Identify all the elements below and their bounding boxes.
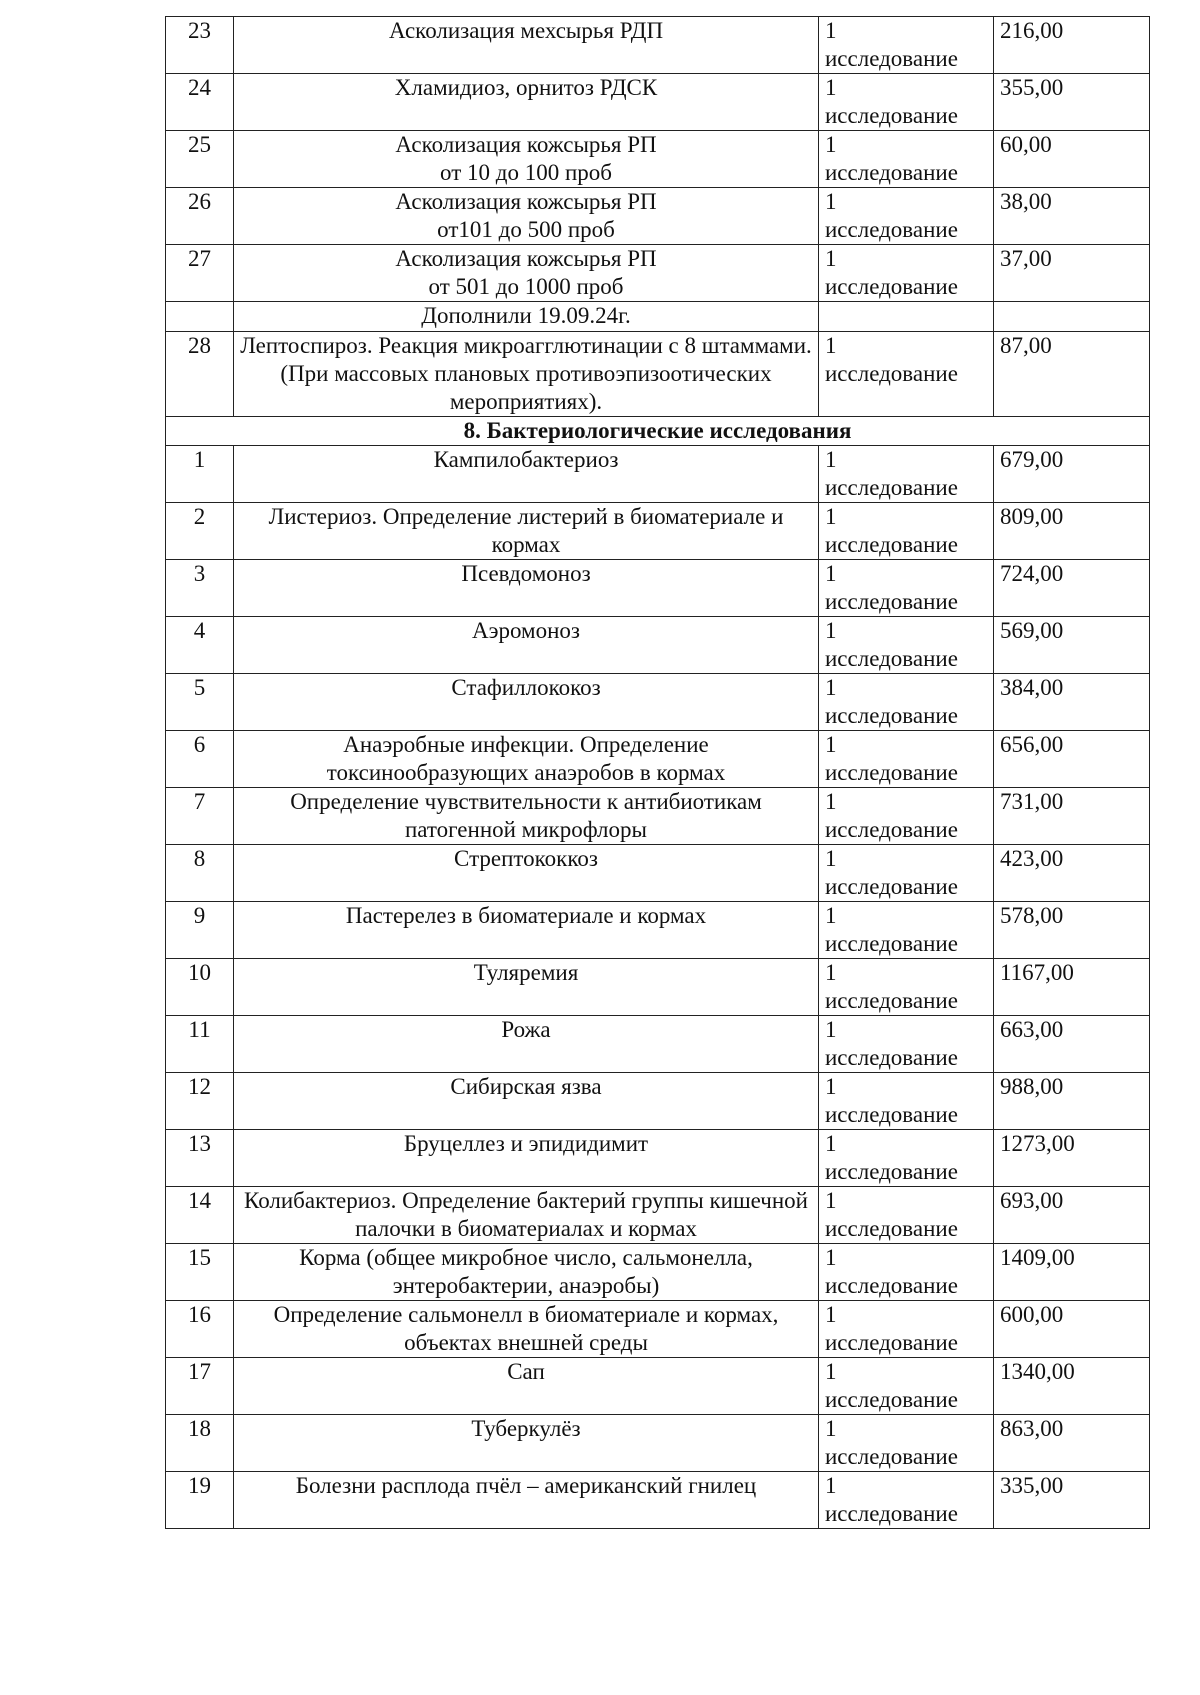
table-row <box>166 617 1150 674</box>
unit-cell <box>819 1130 994 1187</box>
unit-cell <box>819 788 994 845</box>
unit-quantity: 1 <box>825 1245 837 1270</box>
table-row <box>166 446 1150 503</box>
row-number: 24 <box>166 74 234 131</box>
unit-cell <box>819 1016 994 1073</box>
unit-label: исследование <box>825 1216 958 1241</box>
table-row <box>166 74 1150 131</box>
unit-cell <box>819 446 994 503</box>
row-number: 1 <box>166 446 234 503</box>
row-number <box>166 302 234 332</box>
unit-label: исследование <box>825 703 958 728</box>
row-number: 7 <box>166 788 234 845</box>
service-name: Хламидиоз, орнитоз РДСК <box>234 74 819 131</box>
unit-label: исследование <box>825 988 958 1013</box>
table-row <box>166 731 1150 788</box>
price-value: 1409,00 <box>994 1244 1150 1301</box>
service-name: Сап <box>234 1358 819 1415</box>
unit-cell <box>819 1301 994 1358</box>
price-value: 863,00 <box>994 1415 1150 1472</box>
row-number: 3 <box>166 560 234 617</box>
row-number: 15 <box>166 1244 234 1301</box>
price-value: 988,00 <box>994 1073 1150 1130</box>
unit-quantity: 1 <box>825 561 837 586</box>
table-row <box>166 1358 1150 1415</box>
unit-label: исследование <box>825 817 958 842</box>
unit-quantity: 1 <box>825 1074 837 1099</box>
unit-cell <box>819 1073 994 1130</box>
unit-quantity: 1 <box>825 246 837 271</box>
unit-cell <box>819 674 994 731</box>
addendum-note: Дополнили 19.09.24г. <box>234 302 819 332</box>
unit-label: исследование <box>825 475 958 500</box>
unit-quantity: 1 <box>825 132 837 157</box>
unit-label: исследование <box>825 1045 958 1070</box>
unit-label: исследование <box>825 1444 958 1469</box>
price-value: 1340,00 <box>994 1358 1150 1415</box>
price-value: 37,00 <box>994 245 1150 302</box>
unit-cell <box>819 188 994 245</box>
unit-label: исследование <box>825 646 958 671</box>
unit-quantity: 1 <box>825 618 837 643</box>
row-number: 25 <box>166 131 234 188</box>
unit-cell <box>819 1244 994 1301</box>
unit-cell <box>819 131 994 188</box>
unit-cell <box>819 245 994 302</box>
service-name: Колибактериоз. Определение бактерий группы кишечной палочки в биоматериалах и кормах <box>234 1187 819 1244</box>
unit-cell <box>819 902 994 959</box>
table-row <box>166 788 1150 845</box>
addendum-block <box>166 302 1150 446</box>
unit-cell <box>819 1472 994 1529</box>
service-name: Анаэробные инфекции. Определение токсинообразующих анаэробов в кормах <box>234 731 819 788</box>
service-name: Асколизация кожсырья РП от101 до 500 проб <box>234 188 819 245</box>
unit-quantity: 1 <box>825 1188 837 1213</box>
unit-label: исследование <box>825 760 958 785</box>
unit-label: исследование <box>825 1387 958 1412</box>
service-name: Кампилобактериоз <box>234 446 819 503</box>
service-name: Определение сальмонелл в биоматериале и кормах, объектах внешней среды <box>234 1301 819 1358</box>
service-name: Асколизация кожсырья РП от 10 до 100 проб <box>234 131 819 188</box>
table-row <box>166 959 1150 1016</box>
unit-cell <box>819 302 994 332</box>
service-name: Болезни расплода пчёл – американский гнилец <box>234 1472 819 1529</box>
unit-quantity: 1 <box>825 1131 837 1156</box>
row-number: 2 <box>166 503 234 560</box>
unit-label: исследование <box>825 103 958 128</box>
price-value: 1273,00 <box>994 1130 1150 1187</box>
price-value: 87,00 <box>994 332 1150 417</box>
unit-quantity: 1 <box>825 675 837 700</box>
unit-label: исследование <box>825 1501 958 1526</box>
price-value: 60,00 <box>994 131 1150 188</box>
unit-cell <box>819 731 994 788</box>
unit-cell <box>819 1358 994 1415</box>
row-number: 17 <box>166 1358 234 1415</box>
price-value: 355,00 <box>994 74 1150 131</box>
unit-quantity: 1 <box>825 846 837 871</box>
unit-cell <box>819 617 994 674</box>
price-value: 693,00 <box>994 1187 1150 1244</box>
unit-cell <box>819 1415 994 1472</box>
price-value: 423,00 <box>994 845 1150 902</box>
row-number: 14 <box>166 1187 234 1244</box>
table-row <box>166 1187 1150 1244</box>
table-row <box>166 1415 1150 1472</box>
unit-cell <box>819 560 994 617</box>
unit-cell <box>819 17 994 74</box>
price-value: 600,00 <box>994 1301 1150 1358</box>
service-name: Определение чувствительности к антибиотикам патогенной микрофлоры <box>234 788 819 845</box>
unit-label: исследование <box>825 1273 958 1298</box>
service-name: Сибирская язва <box>234 1073 819 1130</box>
price-value: 569,00 <box>994 617 1150 674</box>
table-row <box>166 17 1150 74</box>
price-value: 731,00 <box>994 788 1150 845</box>
unit-cell <box>819 1187 994 1244</box>
unit-cell <box>819 845 994 902</box>
price-value: 1167,00 <box>994 959 1150 1016</box>
table-body-top <box>166 17 1150 302</box>
addendum-row <box>166 302 1150 332</box>
unit-quantity: 1 <box>825 447 837 472</box>
table-row <box>166 674 1150 731</box>
unit-cell <box>819 503 994 560</box>
unit-label: исследование <box>825 874 958 899</box>
service-name: Аэромоноз <box>234 617 819 674</box>
table-row <box>166 845 1150 902</box>
price-value: 384,00 <box>994 674 1150 731</box>
unit-quantity: 1 <box>825 732 837 757</box>
unit-cell <box>819 74 994 131</box>
unit-quantity: 1 <box>825 18 837 43</box>
table-row <box>166 1073 1150 1130</box>
unit-label: исследование <box>825 1102 958 1127</box>
unit-quantity: 1 <box>825 1473 837 1498</box>
service-name: Асколизация мехсырья РДП <box>234 17 819 74</box>
table-body-section <box>166 446 1150 1529</box>
row-number: 19 <box>166 1472 234 1529</box>
table-row <box>166 188 1150 245</box>
table-row <box>166 902 1150 959</box>
section-title: 8. Бактериологические исследования <box>166 417 1150 446</box>
service-name: Стафиллококоз <box>234 674 819 731</box>
unit-label: исследование <box>825 217 958 242</box>
unit-label: исследование <box>825 274 958 299</box>
service-name: Стрептококкоз <box>234 845 819 902</box>
row-number: 10 <box>166 959 234 1016</box>
section-header-row <box>166 417 1150 446</box>
price-value: 38,00 <box>994 188 1150 245</box>
unit-quantity: 1 <box>825 960 837 985</box>
price-value: 809,00 <box>994 503 1150 560</box>
row-number: 5 <box>166 674 234 731</box>
row-number: 27 <box>166 245 234 302</box>
service-name: Псевдомоноз <box>234 560 819 617</box>
unit-label: исследование <box>825 532 958 557</box>
unit-label: исследование <box>825 589 958 614</box>
table-row <box>166 1472 1150 1529</box>
row-number: 18 <box>166 1415 234 1472</box>
row-number: 16 <box>166 1301 234 1358</box>
row-number: 13 <box>166 1130 234 1187</box>
row-number: 28 <box>166 332 234 417</box>
service-name: Асколизация кожсырья РП от 501 до 1000 проб <box>234 245 819 302</box>
row-number: 26 <box>166 188 234 245</box>
unit-label: исследование <box>825 1159 958 1184</box>
unit-quantity: 1 <box>825 504 837 529</box>
service-name: Лептоспироз. Реакция микроагглютинации с 8 штаммами. (При массовых плановых противоэпизоотических мероприятиях). <box>234 332 819 417</box>
unit-quantity: 1 <box>825 1416 837 1441</box>
service-name: Листериоз. Определение листерий в биоматериале и кормах <box>234 503 819 560</box>
unit-cell <box>819 332 994 417</box>
unit-quantity: 1 <box>825 75 837 100</box>
unit-label: исследование <box>825 46 958 71</box>
unit-quantity: 1 <box>825 333 837 358</box>
row-number: 12 <box>166 1073 234 1130</box>
service-name: Туберкулёз <box>234 1415 819 1472</box>
table-row <box>166 1244 1150 1301</box>
row-number: 8 <box>166 845 234 902</box>
table-row <box>166 245 1150 302</box>
service-name: Пастерелез в биоматериале и кормах <box>234 902 819 959</box>
unit-quantity: 1 <box>825 903 837 928</box>
unit-label: исследование <box>825 931 958 956</box>
price-value: 679,00 <box>994 446 1150 503</box>
row-number: 11 <box>166 1016 234 1073</box>
unit-label: исследование <box>825 160 958 185</box>
table-row <box>166 560 1150 617</box>
unit-quantity: 1 <box>825 789 837 814</box>
row-number: 6 <box>166 731 234 788</box>
unit-quantity: 1 <box>825 1017 837 1042</box>
price-value: 724,00 <box>994 560 1150 617</box>
row-number: 23 <box>166 17 234 74</box>
price-value: 663,00 <box>994 1016 1150 1073</box>
price-cell <box>994 302 1150 332</box>
table-row <box>166 131 1150 188</box>
unit-cell <box>819 959 994 1016</box>
price-value: 656,00 <box>994 731 1150 788</box>
row-number: 9 <box>166 902 234 959</box>
unit-label: исследование <box>825 361 958 386</box>
row-number: 4 <box>166 617 234 674</box>
table-row <box>166 1016 1150 1073</box>
unit-quantity: 1 <box>825 189 837 214</box>
service-name: Корма (общее микробное число, сальмонелла, энтеробактерии, анаэробы) <box>234 1244 819 1301</box>
price-value: 578,00 <box>994 902 1150 959</box>
price-value: 216,00 <box>994 17 1150 74</box>
service-name: Туляремия <box>234 959 819 1016</box>
table-row <box>166 503 1150 560</box>
table-row <box>166 332 1150 417</box>
price-value: 335,00 <box>994 1472 1150 1529</box>
service-name: Бруцеллез и эпидидимит <box>234 1130 819 1187</box>
unit-label: исследование <box>825 1330 958 1355</box>
price-list-table <box>165 16 1150 1529</box>
unit-quantity: 1 <box>825 1359 837 1384</box>
table-row <box>166 1301 1150 1358</box>
unit-quantity: 1 <box>825 1302 837 1327</box>
service-name: Рожа <box>234 1016 819 1073</box>
table-row <box>166 1130 1150 1187</box>
